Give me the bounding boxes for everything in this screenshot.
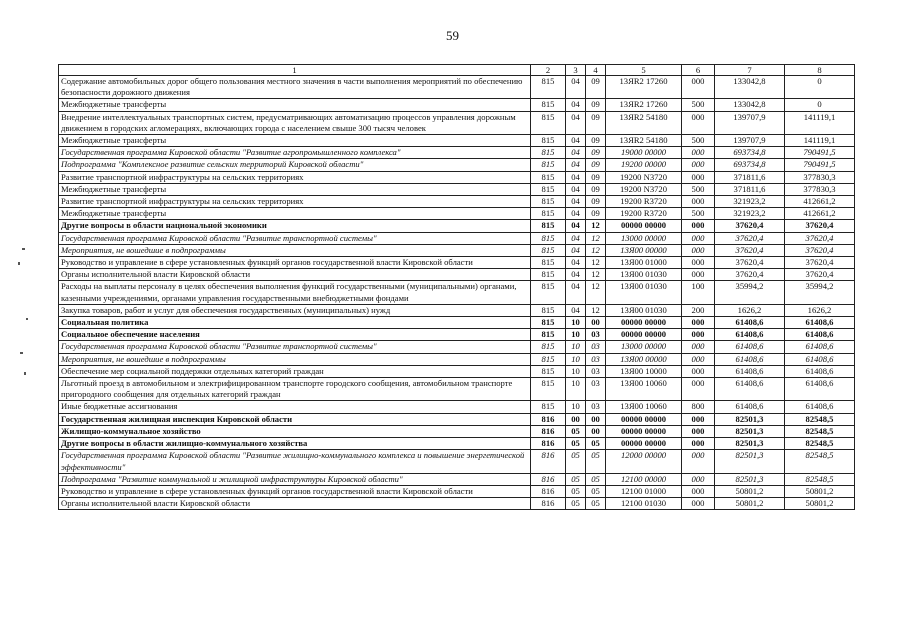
section-code: 10: [566, 329, 586, 341]
amount-year-1: 61408,6: [715, 329, 785, 341]
amount-year-1: 50801,2: [715, 498, 785, 510]
department-code: 815: [531, 220, 566, 232]
subsection-code: 03: [586, 378, 606, 401]
section-code: 05: [566, 473, 586, 485]
department-code: 815: [531, 269, 566, 281]
section-code: 10: [566, 341, 586, 353]
row-name: Другие вопросы в области национальной экономики: [59, 220, 531, 232]
department-code: 815: [531, 208, 566, 220]
table-row: [59, 304, 855, 316]
row-name: Внедрение интеллектуальных транспортных систем, предусматривающих автоматизацию процессов управления дорожным движением в городских агломерациях, включающих города с населением свыше 300 тысяч человек: [59, 111, 531, 134]
table-row: [59, 401, 855, 413]
department-code: 816: [531, 425, 566, 437]
department-code: 815: [531, 317, 566, 329]
table-row: [59, 317, 855, 329]
column-header: 5: [606, 65, 682, 76]
target-article-code: 12100 01030: [606, 498, 682, 510]
target-article-code: 13Я00 10000: [606, 365, 682, 377]
target-article-code: 00000 00000: [606, 220, 682, 232]
expense-type-code: 000: [682, 269, 715, 281]
subsection-code: 03: [586, 341, 606, 353]
section-code: 04: [566, 171, 586, 183]
department-code: 815: [531, 232, 566, 244]
amount-year-2: 412661,2: [785, 208, 855, 220]
subsection-code: 09: [586, 171, 606, 183]
amount-year-1: 61408,6: [715, 378, 785, 401]
row-name: Содержание автомобильных дорог общего пользования местного значения в части выполнения мероприятий по обеспечению безопасности дорожного движения: [59, 76, 531, 99]
expense-type-code: 000: [682, 329, 715, 341]
amount-year-2: 82548,5: [785, 425, 855, 437]
row-name: Государственная программа Кировской области "Развитие агропромышленного комплекса": [59, 147, 531, 159]
amount-year-1: 82501,3: [715, 450, 785, 473]
subsection-code: 00: [586, 317, 606, 329]
expense-type-code: 000: [682, 220, 715, 232]
table-row: [59, 171, 855, 183]
amount-year-1: 37620,4: [715, 220, 785, 232]
page-number: 59: [446, 28, 459, 43]
expense-type-code: 000: [682, 232, 715, 244]
amount-year-1: 139707,9: [715, 135, 785, 147]
section-code: 04: [566, 269, 586, 281]
department-code: 815: [531, 183, 566, 195]
expense-type-code: 100: [682, 281, 715, 304]
amount-year-1: 371811,6: [715, 171, 785, 183]
subsection-code: 03: [586, 353, 606, 365]
department-code: 815: [531, 329, 566, 341]
department-code: 815: [531, 111, 566, 134]
subsection-code: 09: [586, 111, 606, 134]
target-article-code: 00000 00000: [606, 317, 682, 329]
section-code: 10: [566, 378, 586, 401]
expense-type-code: 000: [682, 147, 715, 159]
table-row: [59, 353, 855, 365]
row-name: Подпрограмма "Комплексное развитие сельских территорий Кировской области": [59, 159, 531, 171]
expense-type-code: 500: [682, 208, 715, 220]
row-name: Социальная политика: [59, 317, 531, 329]
row-name: Другие вопросы в области жилищно-коммунального хозяйства: [59, 438, 531, 450]
target-article-code: 00000 00000: [606, 438, 682, 450]
section-code: 04: [566, 244, 586, 256]
target-article-code: 13Я00 01030: [606, 269, 682, 281]
target-article-code: 13Я00 10060: [606, 401, 682, 413]
row-name: Органы исполнительной власти Кировской области: [59, 269, 531, 281]
section-code: 04: [566, 99, 586, 111]
amount-year-2: 0: [785, 99, 855, 111]
target-article-code: 13ЯR2 17260: [606, 76, 682, 99]
section-code: 04: [566, 304, 586, 316]
section-code: 04: [566, 76, 586, 99]
section-code: 04: [566, 232, 586, 244]
amount-year-1: 82501,3: [715, 473, 785, 485]
subsection-code: 12: [586, 269, 606, 281]
expense-type-code: 500: [682, 135, 715, 147]
amount-year-1: 61408,6: [715, 353, 785, 365]
target-article-code: 13Я00 01030: [606, 281, 682, 304]
table-row: [59, 76, 855, 99]
expense-type-code: 200: [682, 304, 715, 316]
row-name: Межбюджетные трансферты: [59, 135, 531, 147]
table-row: [59, 257, 855, 269]
subsection-code: 09: [586, 135, 606, 147]
target-article-code: 00000 00000: [606, 413, 682, 425]
target-article-code: 13ЯR2 17260: [606, 99, 682, 111]
target-article-code: 13000 00000: [606, 341, 682, 353]
target-article-code: 00000 00000: [606, 425, 682, 437]
expense-type-code: 000: [682, 317, 715, 329]
amount-year-2: 61408,6: [785, 378, 855, 401]
column-header: 4: [586, 65, 606, 76]
amount-year-2: 82548,5: [785, 413, 855, 425]
target-article-code: 19200 N3720: [606, 171, 682, 183]
subsection-code: 09: [586, 99, 606, 111]
section-code: 10: [566, 401, 586, 413]
target-article-code: 12000 00000: [606, 450, 682, 473]
table-row: [59, 244, 855, 256]
amount-year-2: 50801,2: [785, 498, 855, 510]
expense-type-code: 000: [682, 485, 715, 497]
scan-speck: [22, 248, 25, 250]
amount-year-2: 412661,2: [785, 196, 855, 208]
expense-type-code: 000: [682, 498, 715, 510]
expense-type-code: 500: [682, 99, 715, 111]
row-name: Руководство и управление в сфере установленных функций органов государственной власти Кировской области: [59, 485, 531, 497]
subsection-code: 12: [586, 232, 606, 244]
row-name: Мероприятия, не вошедшие в подпрограммы: [59, 244, 531, 256]
table-row: [59, 341, 855, 353]
subsection-code: 12: [586, 257, 606, 269]
amount-year-2: 61408,6: [785, 341, 855, 353]
row-name: Иные бюджетные ассигнования: [59, 401, 531, 413]
table-row: [59, 208, 855, 220]
section-code: 05: [566, 485, 586, 497]
expense-type-code: 000: [682, 341, 715, 353]
amount-year-1: 1626,2: [715, 304, 785, 316]
amount-year-2: 61408,6: [785, 329, 855, 341]
department-code: 815: [531, 159, 566, 171]
row-name: Государственная жилищная инспекция Кировской области: [59, 413, 531, 425]
row-name: Социальное обеспечение населения: [59, 329, 531, 341]
table-row: [59, 111, 855, 134]
table-row: [59, 473, 855, 485]
amount-year-1: 37620,4: [715, 257, 785, 269]
section-code: 10: [566, 317, 586, 329]
row-name: Межбюджетные трансферты: [59, 208, 531, 220]
section-code: 10: [566, 365, 586, 377]
column-header: 6: [682, 65, 715, 76]
column-header: 1: [59, 65, 531, 76]
row-name: Органы исполнительной власти Кировской области: [59, 498, 531, 510]
amount-year-1: 693734,8: [715, 159, 785, 171]
table-row: [59, 183, 855, 195]
subsection-code: 03: [586, 401, 606, 413]
column-header: 7: [715, 65, 785, 76]
section-code: 04: [566, 220, 586, 232]
amount-year-2: 141119,1: [785, 135, 855, 147]
table-row: [59, 450, 855, 473]
section-code: 04: [566, 281, 586, 304]
subsection-code: 12: [586, 220, 606, 232]
row-name: Обеспечение мер социальной поддержки отдельных категорий граждан: [59, 365, 531, 377]
amount-year-2: 1626,2: [785, 304, 855, 316]
row-name: Государственная программа Кировской области "Развитие транспортной системы": [59, 232, 531, 244]
target-article-code: 13000 00000: [606, 232, 682, 244]
row-name: Государственная программа Кировской области "Развитие транспортной системы": [59, 341, 531, 353]
table-row: [59, 281, 855, 304]
section-code: 05: [566, 425, 586, 437]
target-article-code: 19200 R3720: [606, 196, 682, 208]
department-code: 816: [531, 498, 566, 510]
table-row: [59, 99, 855, 111]
section-code: 05: [566, 498, 586, 510]
section-code: 04: [566, 208, 586, 220]
department-code: 815: [531, 244, 566, 256]
department-code: 815: [531, 147, 566, 159]
table-row: [59, 159, 855, 171]
section-code: 04: [566, 196, 586, 208]
amount-year-2: 82548,5: [785, 473, 855, 485]
amount-year-1: 37620,4: [715, 244, 785, 256]
amount-year-1: 133042,8: [715, 76, 785, 99]
amount-year-1: 61408,6: [715, 365, 785, 377]
section-code: 05: [566, 438, 586, 450]
target-article-code: 13Я00 00000: [606, 353, 682, 365]
table-row: [59, 329, 855, 341]
column-header: 8: [785, 65, 855, 76]
subsection-code: 09: [586, 159, 606, 171]
amount-year-1: 133042,8: [715, 99, 785, 111]
section-code: 04: [566, 183, 586, 195]
target-article-code: 19000 00000: [606, 147, 682, 159]
section-code: 10: [566, 353, 586, 365]
department-code: 815: [531, 171, 566, 183]
expense-type-code: 000: [682, 171, 715, 183]
department-code: 815: [531, 341, 566, 353]
target-article-code: 13ЯR2 54180: [606, 111, 682, 134]
expense-type-code: 500: [682, 183, 715, 195]
department-code: 816: [531, 413, 566, 425]
subsection-code: 05: [586, 450, 606, 473]
section-code: 00: [566, 413, 586, 425]
table-row: [59, 147, 855, 159]
table-row: [59, 378, 855, 401]
table-row: [59, 196, 855, 208]
row-name: Жилищно-коммунальное хозяйство: [59, 425, 531, 437]
department-code: 815: [531, 401, 566, 413]
subsection-code: 03: [586, 365, 606, 377]
section-code: 04: [566, 135, 586, 147]
row-name: Льготный проезд в автомобильном и электрифицированном транспорте городского сообщения, автомобильном транспорте пригородного сообщения для отдельных категорий граждан: [59, 378, 531, 401]
amount-year-2: 61408,6: [785, 353, 855, 365]
target-article-code: 12100 00000: [606, 473, 682, 485]
amount-year-1: 321923,2: [715, 208, 785, 220]
budget-table: [58, 64, 855, 510]
scan-speck: [18, 262, 20, 265]
table-row: [59, 438, 855, 450]
amount-year-1: 37620,4: [715, 232, 785, 244]
subsection-code: 05: [586, 473, 606, 485]
row-name: Руководство и управление в сфере установленных функций органов государственной власти Кировской области: [59, 257, 531, 269]
department-code: 816: [531, 450, 566, 473]
amount-year-1: 693734,8: [715, 147, 785, 159]
department-code: 815: [531, 378, 566, 401]
table-row: [59, 498, 855, 510]
subsection-code: 09: [586, 208, 606, 220]
section-code: 05: [566, 450, 586, 473]
expense-type-code: 000: [682, 353, 715, 365]
subsection-code: 09: [586, 147, 606, 159]
row-name: Закупка товаров, работ и услуг для обеспечения государственных (муниципальных) нужд: [59, 304, 531, 316]
amount-year-2: 37620,4: [785, 232, 855, 244]
amount-year-1: 82501,3: [715, 438, 785, 450]
amount-year-1: 82501,3: [715, 413, 785, 425]
subsection-code: 12: [586, 281, 606, 304]
scan-speck: [20, 352, 23, 354]
target-article-code: 12100 01000: [606, 485, 682, 497]
expense-type-code: 800: [682, 401, 715, 413]
table-row: [59, 269, 855, 281]
section-code: 04: [566, 111, 586, 134]
table-row: [59, 135, 855, 147]
amount-year-1: 139707,9: [715, 111, 785, 134]
expense-type-code: 000: [682, 196, 715, 208]
expense-type-code: 000: [682, 76, 715, 99]
amount-year-2: 82548,5: [785, 438, 855, 450]
row-name: Расходы на выплаты персоналу в целях обеспечения выполнения функций государственными (муниципальными) органами, казенными учреждениями, органами управления государственными внебюджетными фондами: [59, 281, 531, 304]
amount-year-1: 61408,6: [715, 317, 785, 329]
department-code: 815: [531, 76, 566, 99]
department-code: 815: [531, 353, 566, 365]
amount-year-1: 371811,6: [715, 183, 785, 195]
row-name: Мероприятия, не вошедшие в подпрограммы: [59, 353, 531, 365]
amount-year-1: 82501,3: [715, 425, 785, 437]
row-name: Подпрограмма "Развитие коммунальной и жилищной инфраструктуры Кировской области": [59, 473, 531, 485]
expense-type-code: 000: [682, 111, 715, 134]
target-article-code: 19200 00000: [606, 159, 682, 171]
subsection-code: 09: [586, 76, 606, 99]
table-row: [59, 413, 855, 425]
department-code: 815: [531, 365, 566, 377]
department-code: 816: [531, 438, 566, 450]
department-code: 815: [531, 304, 566, 316]
amount-year-2: 141119,1: [785, 111, 855, 134]
target-article-code: 13Я00 10060: [606, 378, 682, 401]
subsection-code: 12: [586, 244, 606, 256]
amount-year-1: 61408,6: [715, 401, 785, 413]
row-name: Развитие транспортной инфраструктуры на сельских территориях: [59, 171, 531, 183]
amount-year-2: 50801,2: [785, 485, 855, 497]
row-name: Межбюджетные трансферты: [59, 183, 531, 195]
subsection-code: 03: [586, 329, 606, 341]
amount-year-2: 377830,3: [785, 171, 855, 183]
table-row: [59, 232, 855, 244]
amount-year-2: 61408,6: [785, 401, 855, 413]
column-header: 3: [566, 65, 586, 76]
target-article-code: 13Я00 00000: [606, 244, 682, 256]
table-body: [59, 76, 855, 510]
subsection-code: 05: [586, 485, 606, 497]
target-article-code: 00000 00000: [606, 329, 682, 341]
subsection-code: 09: [586, 183, 606, 195]
subsection-code: 00: [586, 425, 606, 437]
amount-year-2: 377830,3: [785, 183, 855, 195]
section-code: 04: [566, 159, 586, 171]
row-name: Развитие транспортной инфраструктуры на сельских территориях: [59, 196, 531, 208]
header-row: [59, 65, 855, 76]
department-code: 816: [531, 485, 566, 497]
department-code: 815: [531, 196, 566, 208]
target-article-code: 13ЯR2 54180: [606, 135, 682, 147]
department-code: 815: [531, 257, 566, 269]
table-row: [59, 365, 855, 377]
amount-year-1: 37620,4: [715, 269, 785, 281]
target-article-code: 13Я00 01000: [606, 257, 682, 269]
department-code: 815: [531, 281, 566, 304]
scan-speck: [24, 372, 26, 375]
amount-year-2: 37620,4: [785, 257, 855, 269]
amount-year-2: 37620,4: [785, 244, 855, 256]
amount-year-2: 82548,5: [785, 450, 855, 473]
row-name: Межбюджетные трансферты: [59, 99, 531, 111]
amount-year-2: 0: [785, 76, 855, 99]
expense-type-code: 000: [682, 159, 715, 171]
amount-year-2: 790491,5: [785, 159, 855, 171]
expense-type-code: 000: [682, 438, 715, 450]
amount-year-2: 37620,4: [785, 269, 855, 281]
subsection-code: 00: [586, 413, 606, 425]
expense-type-code: 000: [682, 378, 715, 401]
amount-year-2: 35994,2: [785, 281, 855, 304]
target-article-code: 13Я00 01030: [606, 304, 682, 316]
department-code: 816: [531, 473, 566, 485]
amount-year-1: 61408,6: [715, 341, 785, 353]
row-name: Государственная программа Кировской области "Развитие жилищно-коммунального комплекса и повышение энергетической эффективности": [59, 450, 531, 473]
expense-type-code: 000: [682, 244, 715, 256]
amount-year-2: 37620,4: [785, 220, 855, 232]
target-article-code: 19200 N3720: [606, 183, 682, 195]
amount-year-1: 35994,2: [715, 281, 785, 304]
expense-type-code: 000: [682, 413, 715, 425]
department-code: 815: [531, 99, 566, 111]
amount-year-2: 790491,5: [785, 147, 855, 159]
subsection-code: 05: [586, 438, 606, 450]
expense-type-code: 000: [682, 473, 715, 485]
scan-speck: [26, 318, 28, 320]
amount-year-1: 50801,2: [715, 485, 785, 497]
subsection-code: 09: [586, 196, 606, 208]
column-header: 2: [531, 65, 566, 76]
amount-year-2: 61408,6: [785, 365, 855, 377]
table-row: [59, 425, 855, 437]
section-code: 04: [566, 257, 586, 269]
expense-type-code: 000: [682, 425, 715, 437]
section-code: 04: [566, 147, 586, 159]
table-row: [59, 220, 855, 232]
target-article-code: 19200 R3720: [606, 208, 682, 220]
department-code: 815: [531, 135, 566, 147]
expense-type-code: 000: [682, 365, 715, 377]
amount-year-1: 321923,2: [715, 196, 785, 208]
expense-type-code: 000: [682, 450, 715, 473]
subsection-code: 12: [586, 304, 606, 316]
amount-year-2: 61408,6: [785, 317, 855, 329]
expense-type-code: 000: [682, 257, 715, 269]
table-row: [59, 485, 855, 497]
subsection-code: 05: [586, 498, 606, 510]
